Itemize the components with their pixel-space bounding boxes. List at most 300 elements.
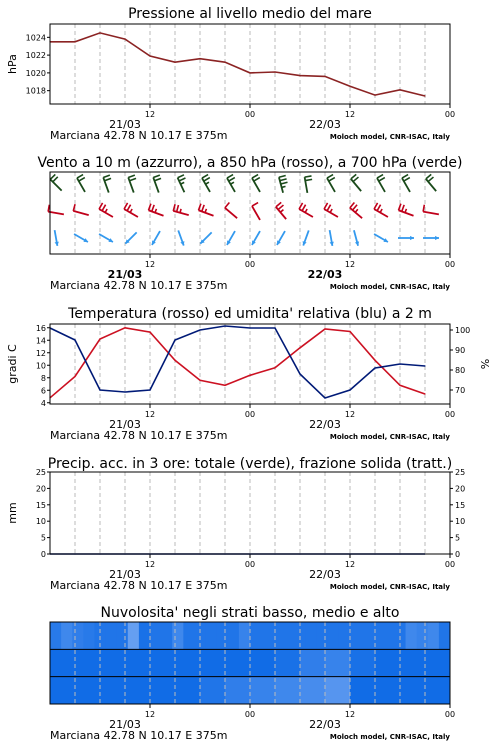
wind-barb-flag [398,204,400,211]
wind-barb [198,204,213,216]
wind-barb-shaft [50,179,61,190]
cloud-cell [250,677,276,704]
panel-1 [6,6,455,142]
panel-3 [6,306,492,442]
wind-barb-half [205,209,206,213]
cloud-cell [50,677,76,704]
temperature-line-point [199,380,200,381]
humidity-line-point [74,339,75,340]
wind-barb [227,175,235,192]
y-axis-label: hPa [6,54,19,74]
cloud-cell [300,677,326,704]
wind-barb [351,174,361,191]
panel-title: Precip. acc. in 3 ore: totale (verde), frazione solida (tratt.) [47,456,453,472]
pressure-line-point [99,32,100,33]
cloud-cell [217,622,229,649]
y-tick-label: 1024 [25,33,46,43]
cloud-cell [228,622,240,649]
wind-arrow-head [410,236,414,240]
y-tick-label: 12 [35,348,46,358]
cloud-cell [75,677,101,704]
cloud-cell [61,622,73,649]
y-tick-label-right: 80 [455,366,466,375]
wind-barb-flag [102,205,106,211]
wind-barb-flag [202,175,208,179]
temperature-line-point [349,331,350,332]
wind-barb-half [305,209,307,212]
cloud-cell [161,622,173,649]
pressure-line-point [349,86,350,87]
wind-barb-half [405,209,406,213]
panel-5 [50,622,451,704]
cloud-cell [206,622,218,649]
wind-barb-half [330,209,332,212]
x-tick-label: 12 [144,560,156,569]
humidity-line-point [299,373,300,374]
wind-barb-flag [402,205,404,212]
cloud-cell [375,649,401,676]
wind-barb-flag [227,175,233,179]
cloud-cell [400,677,426,704]
wind-barb-shaft [423,212,439,215]
cloud-cell [383,622,395,649]
location-label: Marciana 42.78 N 10.17 E 375m [50,279,228,292]
panel-title: Pressione al livello medio del mare [128,6,372,22]
cloud-cell [50,649,76,676]
cloud-cell [125,649,151,676]
wind-barb-flag [252,175,258,179]
y-tick-label: 20 [35,484,46,494]
cloud-cell [175,677,201,704]
cloud-cell [261,622,273,649]
temperature-line-point [424,393,425,394]
wind-barb-shaft [252,206,260,220]
y-tick-label: 0 [40,550,46,559]
cloud-cell [72,622,84,649]
pressure-line-point [174,62,175,63]
cloud-cell [406,622,418,649]
wind-barb-flag [153,175,160,177]
wind-barb [350,202,362,218]
wind-barb [178,230,184,245]
cloud-cell [128,622,140,649]
wind-barb [128,175,136,192]
wind-barb-half [181,182,185,184]
pressure-line-point [124,39,125,40]
y-tick-label: 25 [35,468,46,477]
wind-barb-shaft [426,179,436,191]
y-tick-label-right: 0 [455,550,461,559]
x-tick-label: 12 [344,560,356,569]
pressure-line-point [74,41,75,42]
model-credit: Moloch model, CNR-ISAC, Italy [329,733,450,741]
cloud-cell [400,649,426,676]
wind-barb-flag [276,202,281,206]
wind-barb-flag [327,205,331,211]
cloud-cell [100,649,126,676]
x-tick-label: 12 [344,710,356,719]
wind-barb-half [105,209,107,212]
cloud-cell [428,622,440,649]
wind-barb [173,204,188,215]
cloud-cell [300,649,326,676]
temperature-line-point [124,327,125,328]
x-tick-label: 00 [244,710,256,719]
wind-barb-flag [305,179,312,180]
x-tick-label: 12 [144,710,156,719]
wind-barb-half [280,210,283,213]
cloud-cell [172,622,184,649]
temperature-line-point [74,376,75,377]
pressure-line-point [274,71,275,72]
x-tick-label: 00 [444,110,456,119]
wind-barb [398,204,413,216]
wind-barb-flag [104,178,111,180]
cloud-cell [200,677,226,704]
cloud-cell [250,649,276,676]
y-tick-label: 4 [40,398,46,408]
wind-barb-flag [204,178,210,182]
wind-barb-flag [179,178,185,181]
panel-border [50,472,450,554]
wind-barb-flag [178,175,184,178]
humidity-line-point [249,327,250,328]
wind-barb [103,175,111,192]
wind-barb-flag [353,205,357,210]
cloud-cell [350,649,376,676]
date-label: 21/03 [107,268,143,281]
wind-barb [374,234,388,242]
date-label: 21/03 [109,718,141,731]
pressure-line-point [224,62,225,63]
wind-barb-flag [353,177,358,181]
humidity-line-point [274,327,275,328]
wind-barb-flag [281,182,288,184]
cloud-cell [283,622,295,649]
wind-barb [426,174,436,191]
wind-barb [153,175,161,192]
cloud-cell [425,677,451,704]
wind-barb [125,232,136,243]
cloud-cell [139,622,151,649]
humidity-line-point [199,329,200,330]
wind-barb [73,204,88,215]
cloud-cell [375,677,401,704]
model-credit: Moloch model, CNR-ISAC, Italy [329,133,450,141]
humidity-line-point [349,389,350,390]
cloud-cell [117,622,129,649]
wind-barb-flag [379,178,385,182]
wind-barb [303,230,309,245]
wind-barb-flag [404,178,410,182]
cloud-cell [339,622,351,649]
temperature-line-point [324,328,325,329]
temperature-line-point [149,332,150,333]
wind-barb [354,230,359,245]
wind-barb-shaft [350,208,362,218]
wind-barb-flag [302,205,306,211]
wind-barb-shaft [351,179,361,191]
cloud-cell [200,649,226,676]
temperature-line-point [274,367,275,368]
date-label: 22/03 [309,568,341,581]
date-label: 22/03 [307,268,343,281]
y-tick-label: 14 [35,336,46,346]
pressure-line-point [299,75,300,76]
wind-barb [277,231,285,245]
humidity-line-point [324,397,325,398]
wind-barb-half [355,209,358,212]
pressure-line-point [199,58,200,59]
cloud-cell [350,677,376,704]
wind-barb-flag [350,202,354,207]
cloud-cell [75,649,101,676]
location-label: Marciana 42.78 N 10.17 E 375m [50,729,228,742]
wind-barb-flag [77,175,83,179]
cloud-cell [325,649,351,676]
cloud-cell [272,622,284,649]
y-tick-label: 1020 [25,68,46,78]
wind-barb-flag [278,205,283,209]
wind-barb-flag [229,178,235,182]
y-tick-label: 5 [40,533,46,543]
y-tick-label: 1022 [25,51,46,61]
humidity-line-point [374,367,375,368]
panel-border [50,324,450,404]
wind-barb-flag [305,176,312,177]
wind-barb-flag [154,178,161,180]
temperature-line-point [174,360,175,361]
cloud-cell [325,677,351,704]
humidity-line-point [149,389,150,390]
wind-barb [377,175,385,192]
wind-barb-shaft [73,211,88,215]
y-tick-label: 6 [40,386,46,396]
wind-barb-half [231,182,234,184]
x-tick-label: 00 [444,710,456,719]
cloud-cell [106,622,118,649]
y-axis-label: gradi C [6,344,19,384]
wind-barb [374,203,388,217]
wind-barb-flag [252,203,258,207]
cloud-cell [439,622,451,649]
x-tick-label: 00 [244,410,256,419]
wind-barb [252,203,260,220]
wind-barb [279,175,288,192]
temperature-line-point [224,385,225,386]
y-tick-label: 10 [35,361,46,371]
wind-barb-shaft [276,207,286,219]
wind-barb [55,230,59,246]
wind-barb-flag [280,179,287,181]
y-tick-label-right: 5 [455,533,461,543]
cloud-cell [225,677,251,704]
wind-barb-flag [129,178,136,180]
wind-barb-flag [402,175,408,179]
wind-barb [148,204,163,216]
date-label: 22/03 [309,118,341,131]
cloud-cell [150,649,176,676]
temperature-line-point [99,338,100,339]
wind-barb [178,175,186,192]
wind-barb-flag [79,178,85,182]
x-tick-label: 00 [244,260,256,269]
pressure-line-point [324,76,325,77]
wind-barb-flag [426,174,431,178]
temperature-line-point [299,347,300,348]
model-credit: Moloch model, CNR-ISAC, Italy [329,283,450,291]
cloud-cell [275,649,301,676]
y-tick-label: 1018 [25,86,46,96]
pressure-line-point [249,72,250,73]
wind-barb [327,175,335,192]
wind-barb-flag [428,177,433,181]
wind-barb [252,175,260,192]
date-label: 22/03 [309,418,341,431]
humidity-line-point [424,365,425,366]
wind-barb-flag [198,204,200,211]
panel-title: Temperatura (rosso) ed umidita' relativa (blu) a 2 m [68,306,432,322]
x-tick-label: 00 [444,410,456,419]
humidity-line-point [224,325,225,326]
wind-arrow-head [435,236,439,240]
x-tick-label: 12 [344,110,356,119]
wind-barb-flag [254,178,260,182]
wind-barb-flag [128,175,135,177]
panel-title: Nuvolosita' negli strati basso, medio e alto [100,605,400,621]
cloud-cell [350,622,362,649]
cloud-cell [175,649,201,676]
cloud-cell [225,649,251,676]
y-tick-label-right: 25 [455,468,466,477]
location-label: Marciana 42.78 N 10.17 E 375m [50,579,228,592]
date-label: 21/03 [109,568,141,581]
wind-barb [77,175,85,192]
x-tick-label: 12 [344,410,356,419]
wind-barb [402,175,410,192]
x-tick-label: 12 [144,110,156,119]
cloud-cell [275,677,301,704]
cloud-cell [100,677,126,704]
pressure-line-point [149,55,150,56]
y-tick-label-right: 10 [455,517,466,527]
cloud-cell [239,622,251,649]
wind-barb-flag [127,205,131,211]
wind-barb-flag [423,205,424,212]
pressure-line [50,33,425,96]
date-label: 21/03 [109,118,141,131]
pressure-line-point [424,95,425,96]
wind-barb [200,232,211,243]
cloud-cell [183,622,195,649]
x-tick-label: 00 [244,560,256,569]
wind-barb-flag [177,205,179,212]
wind-barb [324,203,338,217]
cloud-cell [425,649,451,676]
cloud-cell [328,622,340,649]
wind-barb-half [155,209,156,213]
cloud-cell [150,622,162,649]
y-tick-label-right: 15 [455,500,466,510]
humidity-line-point [124,391,125,392]
y-tick-label: 16 [35,323,46,333]
model-credit: Moloch model, CNR-ISAC, Italy [329,583,450,591]
x-tick-label: 12 [344,260,356,269]
wind-barb-half [206,182,209,184]
wind-barb [252,231,260,245]
wind-barb-flag [329,178,335,182]
cloud-cell [372,622,384,649]
wind-barb [124,203,138,217]
y-tick-label: 10 [35,517,46,527]
cloud-cell [306,622,318,649]
y-tick-label-right: 20 [455,484,466,494]
wind-barb-flag [225,202,229,207]
y-tick-label: 15 [35,500,46,510]
wind-barb [202,175,210,192]
wind-barb-flag [152,205,154,212]
pressure-line-point [374,95,375,96]
cloud-cell [150,677,176,704]
wind-barb [225,202,237,218]
y-tick-label-right: 90 [455,346,466,355]
wind-barb [50,174,61,190]
cloud-cell [250,622,262,649]
wind-barb-flag [377,205,381,211]
date-label: 22/03 [309,718,341,731]
cloud-cell [317,622,329,649]
y-tick-label: 8 [40,373,46,383]
temperature-line-point [249,375,250,376]
wind-barb [330,230,334,246]
wind-barb-flag [202,205,204,212]
wind-barb-flag [148,204,150,211]
cloud-cell [125,677,151,704]
wind-barb-flag [351,174,356,178]
wind-barb-half [282,186,286,187]
cloud-cell [50,622,62,649]
cloud-cell [417,622,429,649]
y-tick-label-right: 100 [455,326,471,335]
wind-barb [74,234,88,242]
wind-barb [99,203,113,217]
wind-barb [305,176,313,193]
wind-barb [152,231,160,245]
temperature-line-point [399,385,400,386]
wind-barb-flag [103,175,110,177]
cloud-cell [361,622,373,649]
y-tick-label-right: 70 [455,386,466,395]
panel-4 [6,456,465,592]
x-tick-label: 12 [144,260,156,269]
pressure-line-point [399,89,400,90]
location-label: Marciana 42.78 N 10.17 E 375m [50,429,228,442]
temperature-line [50,328,425,398]
location-label: Marciana 42.78 N 10.17 E 375m [50,129,228,142]
wind-barb-half [180,209,181,213]
humidity-line-point [399,363,400,364]
humidity-line-point [174,339,175,340]
y-axis-label: mm [6,502,19,524]
x-tick-label: 00 [244,110,256,119]
wind-barb [227,231,235,245]
wind-barb-flag [50,174,55,179]
cloud-cell [83,622,95,649]
humidity-line-point [99,389,100,390]
x-tick-label: 12 [144,410,156,419]
wind-barb-flag [279,175,286,177]
wind-barb-half [380,209,382,212]
